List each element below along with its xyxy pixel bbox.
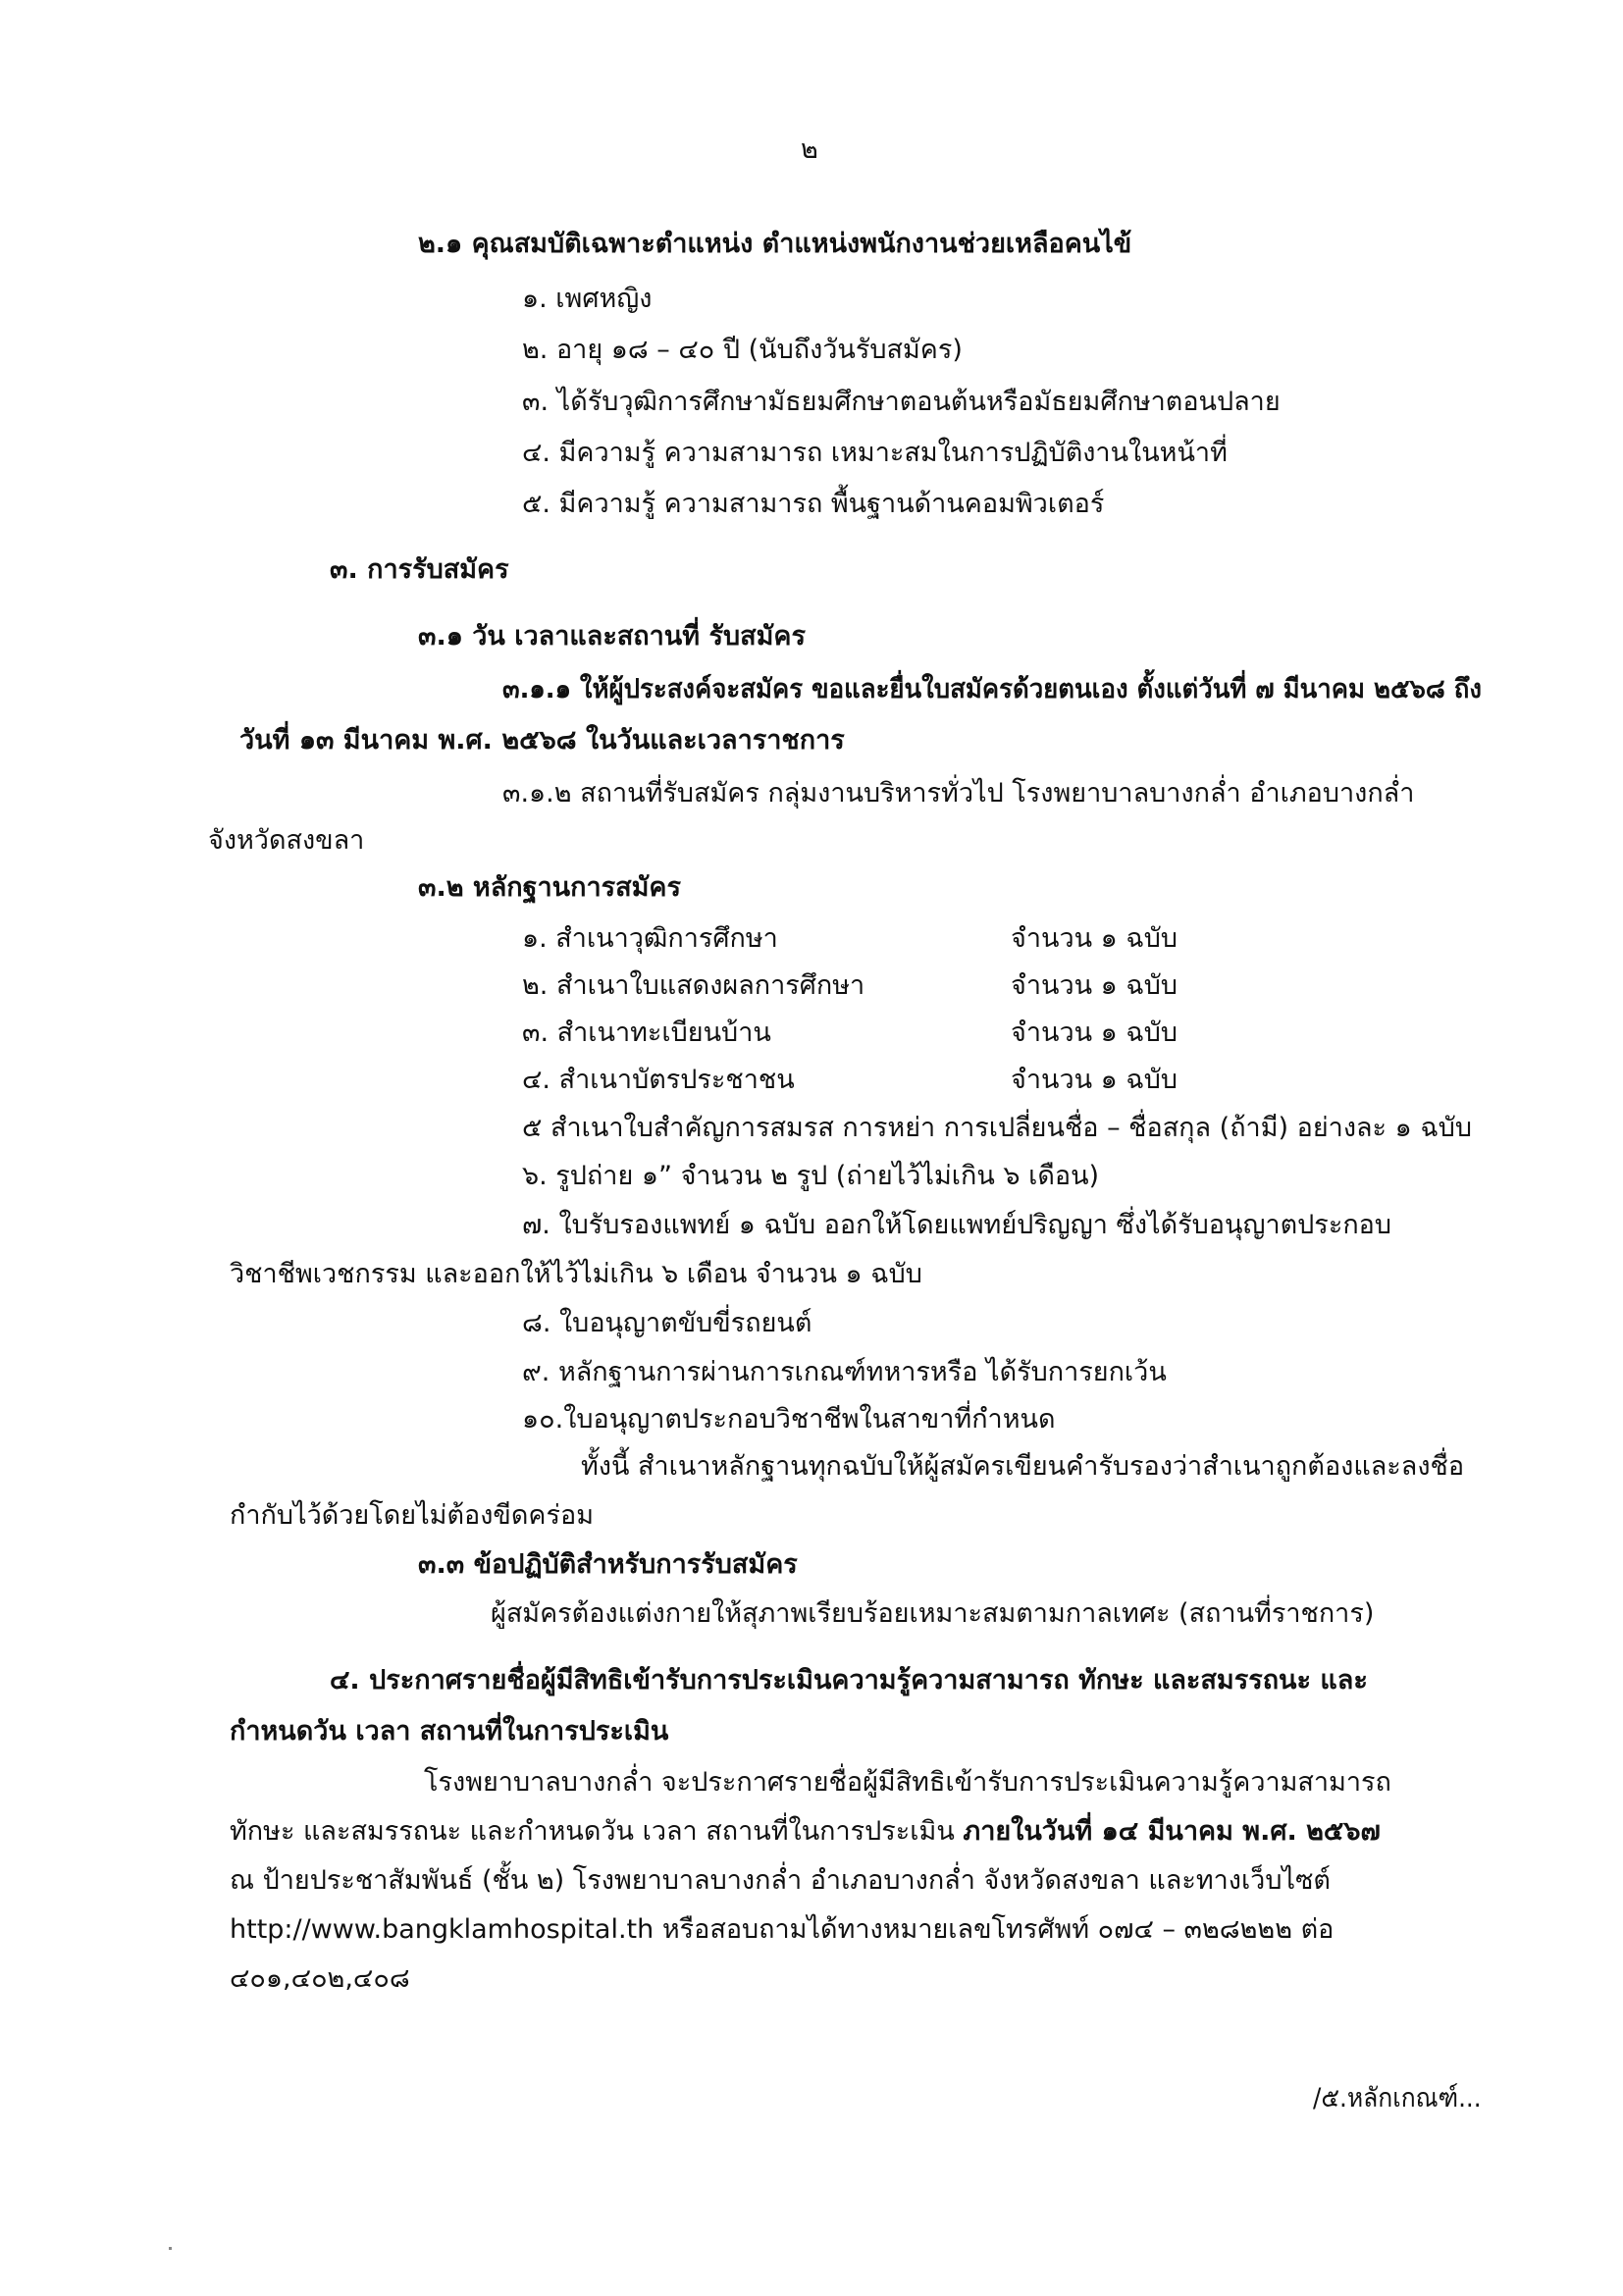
document-item-10: ๑๐.ใบอนุญาตประกอบวิชาชีพในสาขาที่กำหนด — [522, 1404, 1056, 1435]
section-4-para-line2 — [230, 1813, 1381, 1851]
note-line1: ทั้งนี้ สำเนาหลักฐานทุกฉบับให้ผู้สมัครเขียนคำรับรองว่าสำเนาถูกต้องและลงชื่อ — [581, 1451, 1465, 1482]
document-name: ๒. สำเนาใบแสดงผลการศึกษา — [522, 970, 865, 1001]
document-item-7-line2: วิชาชีพเวชกรรม และออกให้ไว้ไม่เกิน ๖ เดือน จำนวน ๑ ฉบับ — [230, 1259, 922, 1289]
qualification-item: ๕. มีความรู้ ความสามารถ พื้นฐานด้านคอมพิวเตอร์ — [522, 489, 1105, 519]
document-item-9: ๙. หลักฐานการผ่านการเกณฑ์ทหารหรือ ได้รับการยกเว้น — [522, 1357, 1167, 1387]
document-item-8: ๘. ใบอนุญาตขับขี่รถยนต์ — [522, 1308, 812, 1338]
scan-speck — [169, 2247, 172, 2250]
section-4-heading-line1: ๔. ประกาศรายชื่อผู้มีสิทธิเข้ารับการประเมินความรู้ความสามารถ ทักษะ และสมรรถนะ และ — [330, 1665, 1368, 1696]
document-item-5: ๕ สำเนาใบสำคัญการสมรส การหย่า การเปลี่ยนชื่อ – ชื่อสกุล (ถ้ามี) อย่างละ ๑ ฉบับ — [522, 1113, 1473, 1143]
section-2-1-heading: ๒.๑ คุณสมบัติเฉพาะตำแหน่ง ตำแหน่งพนักงานช่วยเหลือคนไข้ — [418, 229, 1132, 259]
section-4-para-line5: ๔๐๑,๔๐๒,๔๐๘ — [230, 1963, 410, 1994]
section-4-para-line4: http://www.bangklamhospital.th หรือสอบถามได้ทางหมายเลขโทรศัพท์ ๐๗๔ – ๓๒๘๒๒๒ ต่อ — [230, 1914, 1335, 1945]
qualification-item: ๔. มีความรู้ ความสามารถ เหมาะสมในการปฏิบัติงานในหน้าที่ — [522, 438, 1228, 468]
section-3-2-heading: ๓.๒ หลักฐานการสมัคร — [418, 872, 681, 903]
page-number: ๒ — [801, 134, 818, 165]
document-name: ๓. สำเนาทะเบียนบ้าน — [522, 1018, 771, 1048]
section-3-1-1-line1: ๓.๑.๑ ให้ผู้ประสงค์จะสมัคร ขอและยื่นใบสมัครด้วยตนเอง ตั้งแต่วันที่ ๗ มีนาคม ๒๕๖๘ ถึง — [502, 674, 1482, 704]
document-quantity: จำนวน ๑ ฉบับ — [1011, 923, 1178, 954]
section-3-3-text: ผู้สมัครต้องแต่งกายให้สุภาพเรียบร้อยเหมาะสมตามกาลเทศะ (สถานที่ราชการ) — [491, 1598, 1375, 1629]
qualification-item: ๓. ได้รับวุฒิการศึกษามัธยมศึกษาตอนต้นหรือมัธยมศึกษาตอนปลาย — [522, 387, 1281, 417]
section-4-heading-line2: กำหนดวัน เวลา สถานที่ในการประเมิน — [230, 1716, 669, 1747]
section-3-1-2-line2: จังหวัดสงขลา — [208, 825, 365, 856]
section-3-heading: ๓. การรับสมัคร — [330, 554, 509, 585]
section-3-1-1-line2: วันที่ ๑๓ มีนาคม พ.ศ. ๒๕๖๘ ในวันและเวลาราชการ — [239, 725, 845, 756]
section-4-para-line3: ณ ป้ายประชาสัมพันธ์ (ชั้น ๒) โรงพยาบาลบางกล่ำ อำเภอบางกล่ำ จังหวัดสงขลา และทางเว็บไซต์ — [230, 1865, 1331, 1896]
document-quantity: จำนวน ๑ ฉบับ — [1011, 970, 1178, 1001]
announcement-date: ภายในวันที่ ๑๔ มีนาคม พ.ศ. ๒๕๖๗ — [963, 1816, 1381, 1847]
section-4-para-line2-text: ทักษะ และสมรรถนะ และกำหนดวัน เวลา สถานที่ในการประเมิน — [230, 1816, 964, 1847]
qualification-item: ๑. เพศหญิง — [522, 284, 653, 314]
qualification-item: ๒. อายุ ๑๘ – ๔๐ ปี (นับถึงวันรับสมัคร) — [522, 335, 963, 365]
document-name: ๔. สำเนาบัตรประชาชน — [522, 1065, 795, 1095]
continuation-marker: /๕.หลักเกณฑ์... — [1313, 2083, 1482, 2113]
document-quantity: จำนวน ๑ ฉบับ — [1011, 1018, 1178, 1048]
section-3-3-heading: ๓.๓ ข้อปฏิบัติสำหรับการรับสมัคร — [418, 1549, 798, 1580]
section-4-para-line1: โรงพยาบาลบางกล่ำ จะประกาศรายชื่อผู้มีสิทธิเข้ารับการประเมินความรู้ความสามารถ — [424, 1767, 1391, 1798]
note-line2: กำกับไว้ด้วยโดยไม่ต้องขีดคร่อม — [230, 1500, 594, 1531]
document-quantity: จำนวน ๑ ฉบับ — [1011, 1065, 1178, 1095]
document-item-6: ๖. รูปถ่าย ๑” จำนวน ๒ รูป (ถ่ายไว้ไม่เกิน ๖ เดือน) — [522, 1161, 1100, 1191]
section-3-1-heading: ๓.๑ วัน เวลาและสถานที่ รับสมัคร — [418, 621, 806, 652]
document-item-7-line1: ๗. ใบรับรองแพทย์ ๑ ฉบับ ออกให้โดยแพทย์ปริญญา ซึ่งได้รับอนุญาตประกอบ — [522, 1210, 1392, 1240]
document-name: ๑. สำเนาวุฒิการศึกษา — [522, 923, 778, 954]
section-3-1-2-line1: ๓.๑.๒ สถานที่รับสมัคร กลุ่มงานบริหารทั่วไป โรงพยาบาลบางกล่ำ อำเภอบางกล่ำ — [502, 778, 1415, 809]
